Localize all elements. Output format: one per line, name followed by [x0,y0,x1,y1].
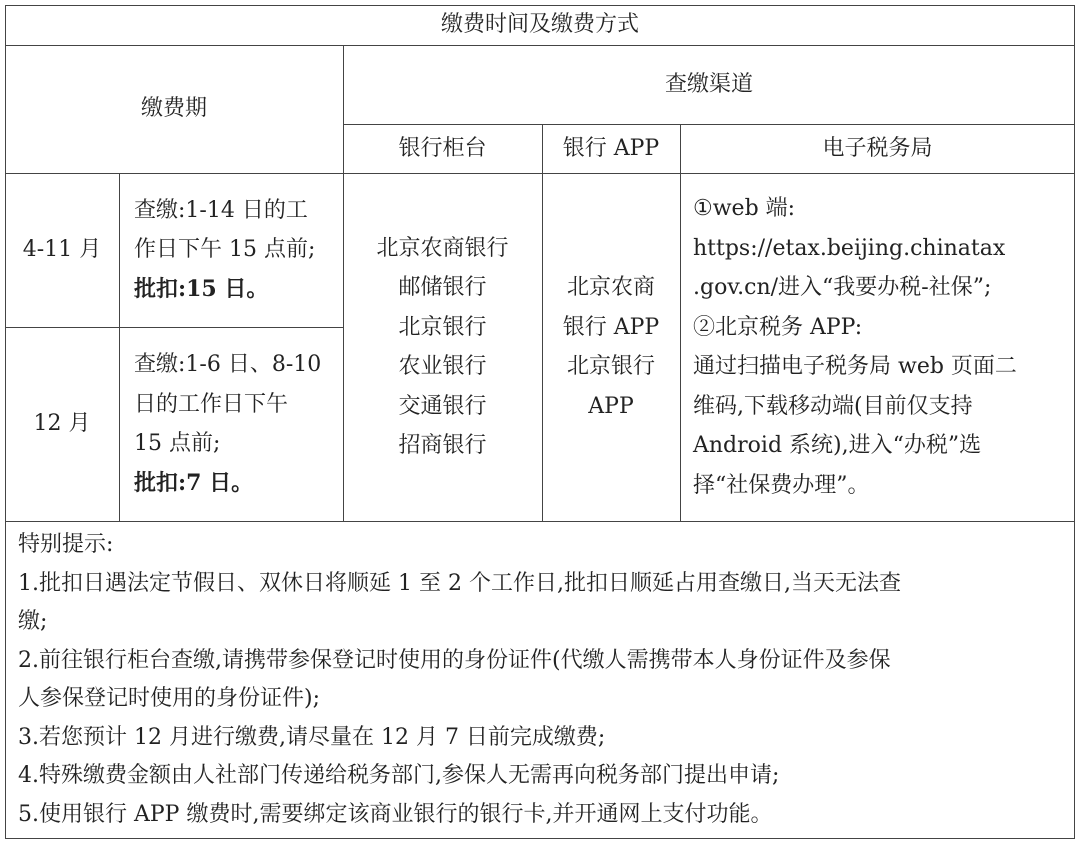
bank-item: 农业银行 [398,354,487,379]
period-header: 缴费期 [140,96,207,122]
bank-item: 北京银行 [398,314,487,340]
etax-line: 通过扫描电子税务局 web 页面二 [693,354,1017,379]
bank-counter-header: 银行柜台 [398,135,487,161]
etax-line: 择“社保费办理”。 [693,472,870,498]
month-apr-nov: 4-11 月 [22,237,102,263]
bank-item: 交通银行 [398,393,487,419]
notes-heading: 特别提示: [18,532,114,557]
bank-item: 邮储银行 [398,275,487,300]
note-line: 4.特殊缴费金额由人社部门传递给税务部门,参保人无需再向税务部门提出申请; [18,763,780,788]
note-line: 缴; [18,609,48,634]
note-line: 5.使用银行 APP 缴费时,需要绑定该商业银行的银行卡,并开通网上支付功能。 [18,801,773,827]
bank-app-item: 北京银行 [566,354,655,379]
note-line: 人参保登记时使用的身份证件); [18,686,320,711]
etax-line: Android 系统),进入“办税”选 [693,433,982,458]
bank-app-item: 银行 APP [562,314,660,340]
bank-counter-list [343,173,542,521]
special-notes [18,526,1068,834]
etax-line: 维码,下载移动端(目前仅支持 [693,393,973,419]
etax-detail [693,173,1073,521]
detail-line: 查缴:1-14 日的工 [134,197,308,223]
bank-item: 北京农商银行 [376,235,509,261]
bank-app-header: 银行 APP [562,135,660,161]
detail-line: 日的工作日下午 [134,391,289,417]
note-line: 1.批扣日遇法定节假日、双休日将顺延 1 至 2 个工作日,批扣日顺延占用查缴日,当天无法查 [18,570,901,596]
detail-line: 作日下午 15 点前; [134,237,316,263]
period-detail-dec [134,327,343,521]
etax-header: 电子税务局 [822,135,933,161]
month-dec: 12 月 [33,411,91,437]
period-detail-apr-nov [134,173,343,327]
table-title: 缴费时间及缴费方式 [440,12,639,38]
etax-line: ②北京税务 APP: [693,314,863,340]
bank-app-list [542,173,680,521]
note-line: 2.前往银行柜台查缴,请携带参保登记时使用的身份证件(代缴人需携带本人身份证件及参保 [18,647,891,673]
detail-line: 15 点前; [134,431,221,456]
deduct-line: 批扣:15 日。 [134,275,269,302]
etax-line: ①web 端: [693,196,796,221]
bank-app-item: APP [588,393,634,419]
note-line: 3.若您预计 12 月进行缴费,请尽量在 12 月 7 日前完成缴费; [18,724,606,750]
deduct-line: 批扣:7 日。 [134,469,254,496]
etax-url: https://etax.beijing.chinatax [693,235,1006,261]
channels-header: 查缴渠道 [664,71,753,97]
bank-item: 招商银行 [398,433,487,458]
etax-line: .gov.cn/进入“我要办税-社保”; [693,275,992,300]
detail-line: 查缴:1-6 日、8-10 [134,352,322,377]
bank-app-item: 北京农商 [566,275,655,300]
